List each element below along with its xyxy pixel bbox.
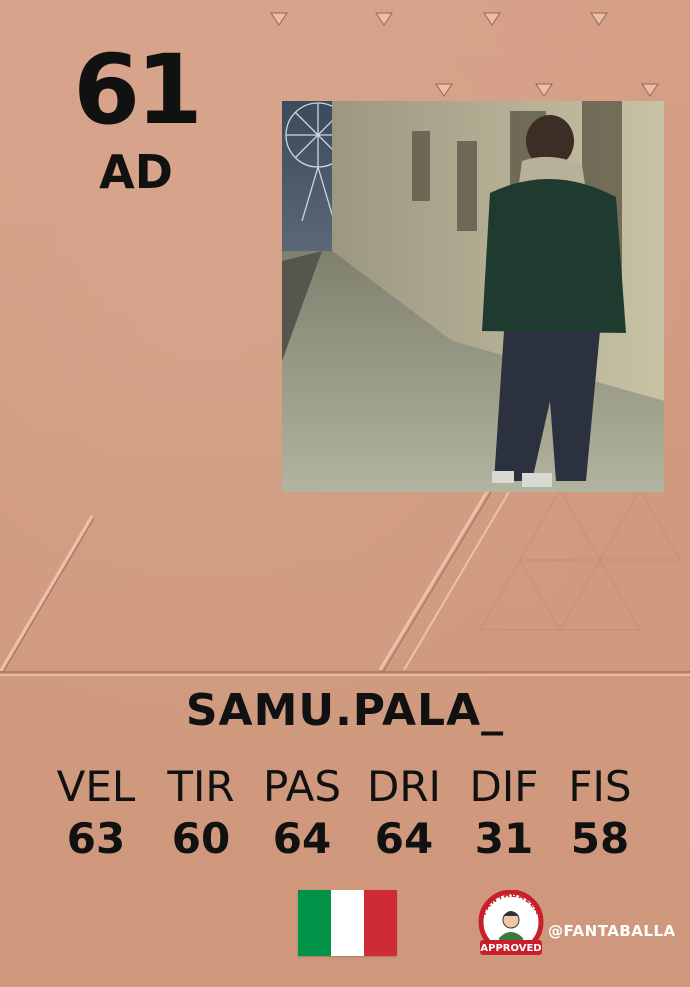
stat-vel — [46, 762, 146, 864]
social-handle: @FANTABALLA — [548, 922, 676, 940]
player-position: AD — [99, 145, 173, 199]
stat-label: VEL — [56, 762, 136, 811]
badge-bottom-text: APPROVED — [480, 943, 542, 954]
flag-stripe-red — [364, 890, 397, 956]
flag-stripe-white — [331, 890, 364, 956]
badge-top-text: FANTABALLA — [478, 890, 544, 917]
overall-rating: 61 — [73, 34, 199, 146]
stat-label: DRI — [367, 762, 441, 811]
flag-stripe-green — [298, 890, 331, 956]
stat-value: 64 — [272, 814, 332, 863]
stat-value: 63 — [66, 814, 126, 863]
fantaballa-approved-badge-icon — [474, 890, 548, 960]
stat-label: DIF — [469, 762, 539, 811]
stat-label: TIR — [167, 762, 235, 811]
street-photo-illustration — [282, 101, 664, 492]
stat-dif — [454, 762, 554, 864]
player-photo — [282, 101, 664, 492]
stat-value: 60 — [171, 814, 231, 863]
stat-value: 58 — [570, 814, 630, 863]
stat-dri — [354, 762, 454, 864]
stat-value: 64 — [374, 814, 434, 863]
stat-pas — [252, 762, 352, 864]
stat-label: FIS — [568, 762, 632, 811]
stats-row — [46, 762, 646, 872]
player-name: SAMU.PALA_ — [185, 685, 505, 736]
stat-tir — [151, 762, 251, 864]
stat-value: 31 — [474, 814, 534, 863]
stat-fis — [550, 762, 650, 864]
italy-flag-icon — [298, 890, 397, 956]
stat-label: PAS — [262, 762, 342, 811]
